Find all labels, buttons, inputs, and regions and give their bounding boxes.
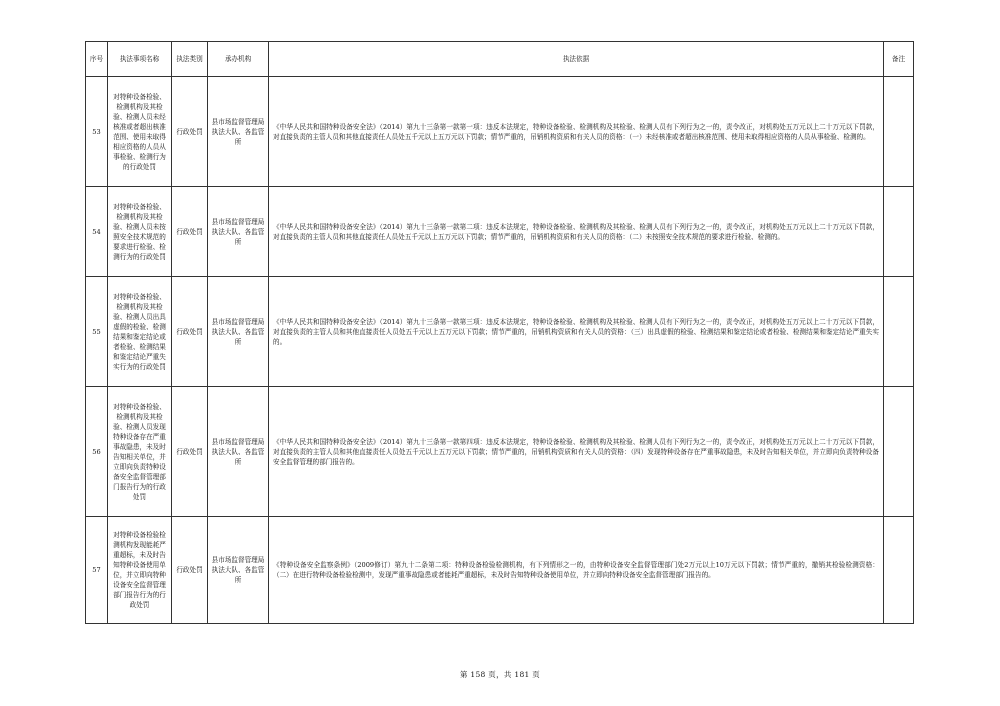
row-no: 53 xyxy=(86,77,108,187)
row-basis: 《特种设备安全监察条例》（2009修订）第九十二条第二项：特种设备检验检测机构，有下列情形之一的，由特种设备安全监督管理部门处2万元以上10万元以下罚款；情节严重的，撤销其检验检测资格：（二）在进行特种设备检验检测中，发现严重事故隐患或者能耗严重超标，未及时告知特种设备使用单位，并立即向特种设备安全监督管理部门报告的。 xyxy=(269,517,884,624)
row-agency: 县市场监督管理局执法大队、各监管所 xyxy=(208,277,269,387)
enforcement-table-sheet xyxy=(85,41,913,624)
row-category: 行政处罚 xyxy=(172,517,208,624)
header-agency: 承办机构 xyxy=(208,42,269,77)
row-no: 57 xyxy=(86,517,108,624)
enforcement-items-table xyxy=(85,41,914,624)
row-item-name: 对特种设备检验、检测机构及其检验、检测人员出具虚假的检验、检测结果和鉴定结论或者检验、检测结果和鉴定结论严重失实行为的行政处罚 xyxy=(108,277,172,387)
row-basis: 《中华人民共和国特种设备安全法》（2014）第九十三条第一款第四项：违反本法规定，特种设备检验、检测机构及其检验、检测人员有下列行为之一的，责令改正，对机构处五万元以上二十万元以下罚款，对直接负责的主管人员和其他直接责任人员处五千元以上五万元以下罚款；情节严重的，吊销机构资质和有关人员的资格：（四）发现特种设备存在严重事故隐患，未及时告知相关单位，并立即向负责特种设备安全监督管理的部门报告的。 xyxy=(269,387,884,517)
row-category: 行政处罚 xyxy=(172,187,208,277)
row-remark xyxy=(884,77,914,187)
table-row xyxy=(86,517,914,624)
row-item-name: 对特种设备检验检测机构发现能耗严重超标，未及时告知特种设备使用单位，并立即向特种设备安全监督管理部门报告行为的行政处罚 xyxy=(108,517,172,624)
table-row xyxy=(86,77,914,187)
header-category: 执法类别 xyxy=(172,42,208,77)
row-no: 54 xyxy=(86,187,108,277)
page-number: 第 158 页，共 181 页 xyxy=(459,670,541,679)
table-row xyxy=(86,187,914,277)
row-agency: 县市场监督管理局执法大队、各监管所 xyxy=(208,387,269,517)
row-basis: 《中华人民共和国特种设备安全法》（2014）第九十三条第一款第一项：违反本法规定，特种设备检验、检测机构及其检验、检测人员有下列行为之一的，责令改正，对机构处五万元以上二十万元以下罚款，对直接负责的主管人员和其他直接责任人员处五千元以上五万元以下罚款；情节严重的，吊销机构资质和有关人员的资格：（一）未经核准或者超出核准范围、使用未取得相应资格的人员从事检验、检测的。 xyxy=(269,77,884,187)
header-no: 序号 xyxy=(86,42,108,77)
row-category: 行政处罚 xyxy=(172,77,208,187)
table-row xyxy=(86,277,914,387)
row-no: 55 xyxy=(86,277,108,387)
header-remark: 备注 xyxy=(884,42,914,77)
header-basis: 执法依据 xyxy=(269,42,884,77)
row-remark xyxy=(884,387,914,517)
row-agency: 县市场监督管理局执法大队、各监管所 xyxy=(208,517,269,624)
row-remark xyxy=(884,277,914,387)
table-header-row xyxy=(86,42,914,77)
row-item-name: 对特种设备检验、检测机构及其检验、检测人员发现特种设备存在严重事故隐患，未及时告知相关单位，并立即向负责特种设备安全监督管理部门报告行为的行政处罚 xyxy=(108,387,172,517)
table-row xyxy=(86,387,914,517)
row-item-name: 对特种设备检验、检测机构及其检验、检测人员未经核准或者超出核准范围、使用未取得相应资格的人员从事检验、检测行为的行政处罚 xyxy=(108,77,172,187)
row-basis: 《中华人民共和国特种设备安全法》（2014）第九十三条第一款第三项：违反本法规定，特种设备检验、检测机构及其检验、检测人员有下列行为之一的，责令改正，对机构处五万元以上二十万元以下罚款，对直接负责的主管人员和其他直接责任人员处五千元以上五万元以下罚款；情节严重的，吊销机构资质和有关人员的资格：（三）出具虚假的检验、检测结果和鉴定结论或者检验、检测结果和鉴定结论严重失实的。 xyxy=(269,277,884,387)
row-no: 56 xyxy=(86,387,108,517)
row-item-name: 对特种设备检验、检测机构及其检验、检测人员未按照安全技术规范的要求进行检验、检测行为的行政处罚 xyxy=(108,187,172,277)
row-category: 行政处罚 xyxy=(172,277,208,387)
row-remark xyxy=(884,517,914,624)
header-item-name: 执法事项名称 xyxy=(108,42,172,77)
row-category: 行政处罚 xyxy=(172,387,208,517)
row-agency: 县市场监督管理局执法大队、各监管所 xyxy=(208,187,269,277)
row-basis: 《中华人民共和国特种设备安全法》（2014）第九十三条第一款第二项：违反本法规定，特种设备检验、检测机构及其检验、检测人员有下列行为之一的，责令改正，对机构处五万元以上二十万元以下罚款，对直接负责的主管人员和其他直接责任人员处五千元以上五万元以下罚款；情节严重的，吊销机构资质和有关人员的资格：（二）未按照安全技术规范的要求进行检验、检测的。 xyxy=(269,187,884,277)
row-agency: 县市场监督管理局执法大队、各监管所 xyxy=(208,77,269,187)
row-remark xyxy=(884,187,914,277)
